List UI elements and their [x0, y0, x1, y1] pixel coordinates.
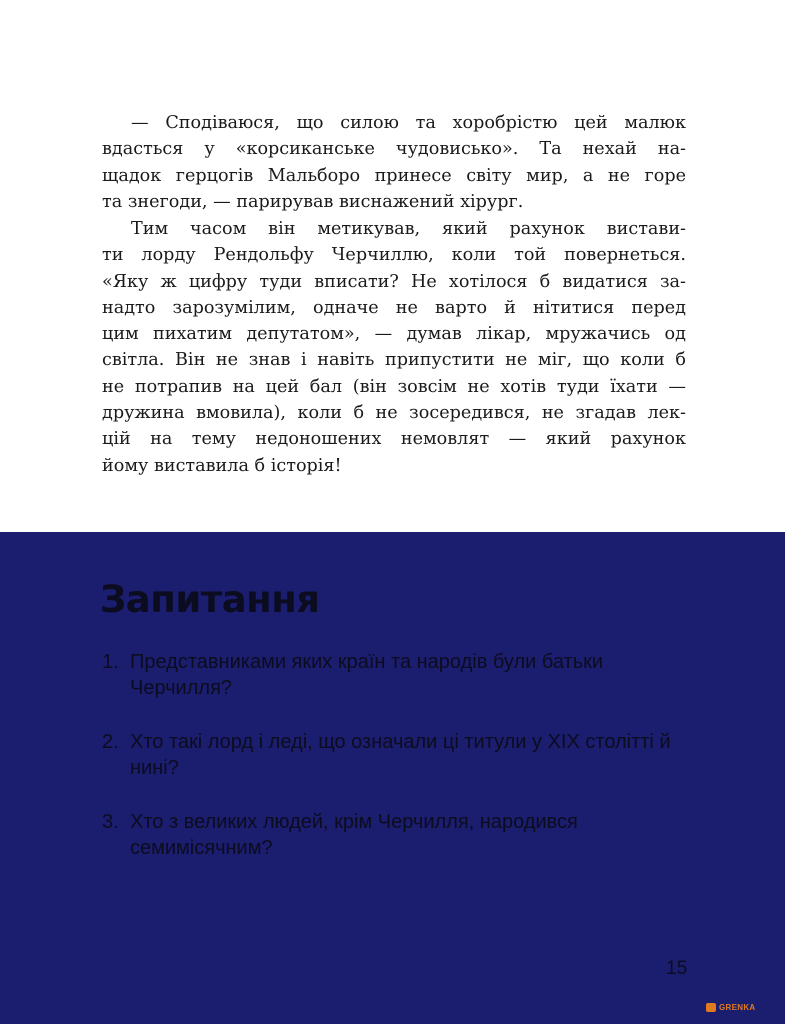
text-line: — Сподіваюся, що силою та хоробрістю цей малюк: [131, 113, 686, 133]
text-line: йому виставила б історія!: [102, 455, 342, 476]
paragraph-1: [102, 110, 686, 215]
text-line: щадок герцогів Мальборо принесе світу мир, а не горе: [102, 165, 686, 186]
text-line: не потрапив на цей бал (він зовсім не хотів туди їхати —: [102, 376, 686, 397]
page-number: 15: [666, 958, 688, 979]
question-text: Хто такі лорд і леді, що означали ці титули у XIX столітті й нині?: [130, 731, 671, 779]
text-line: цим пихатим депутатом», — думав лікар, мружачись од: [102, 324, 686, 345]
text-line: світла. Він не знав і навіть припустити не міг, що коли б: [102, 350, 686, 371]
text-line: ти лорду Рендольфу Черчиллю, коли той повернеться.: [102, 245, 686, 266]
question-item: [102, 649, 682, 701]
watermark-text: GRENKA: [719, 1002, 756, 1012]
watermark: [706, 1001, 764, 1013]
question-number: 2.: [102, 731, 119, 753]
text-line: Тим часом він метикував, який рахунок вистави-: [131, 219, 686, 239]
paragraph-2: [102, 216, 686, 479]
text-line: «Яку ж цифру туди вписати? Не хотілося б видатися за-: [102, 271, 686, 292]
text-line: дружина вмовила), коли б не зосередився, не згадав лек-: [102, 403, 686, 424]
text-line: та знегоди, — парирував виснажений хірург.: [102, 191, 524, 212]
section-title: Запитання: [100, 578, 320, 621]
watermark-logo-icon: [706, 1003, 716, 1012]
questions-panel: [0, 532, 785, 1024]
question-item: [102, 729, 682, 781]
question-item: [102, 809, 682, 861]
question-number: 3.: [102, 811, 119, 833]
text-line: цій на тему недоношених немовлят — який рахунок: [102, 429, 686, 450]
question-text: Хто з великих людей, крім Черчилля, народився семимісячним?: [130, 811, 578, 859]
question-text: Представниками яких країн та народів були батьки Черчилля?: [130, 651, 604, 699]
text-line: надто зарозумілим, одначе не варто й нітитися перед: [102, 297, 686, 318]
question-number: 1.: [102, 651, 119, 673]
text-line: вдасться у «корсиканське чудовисько». Та нехай на-: [102, 139, 686, 160]
